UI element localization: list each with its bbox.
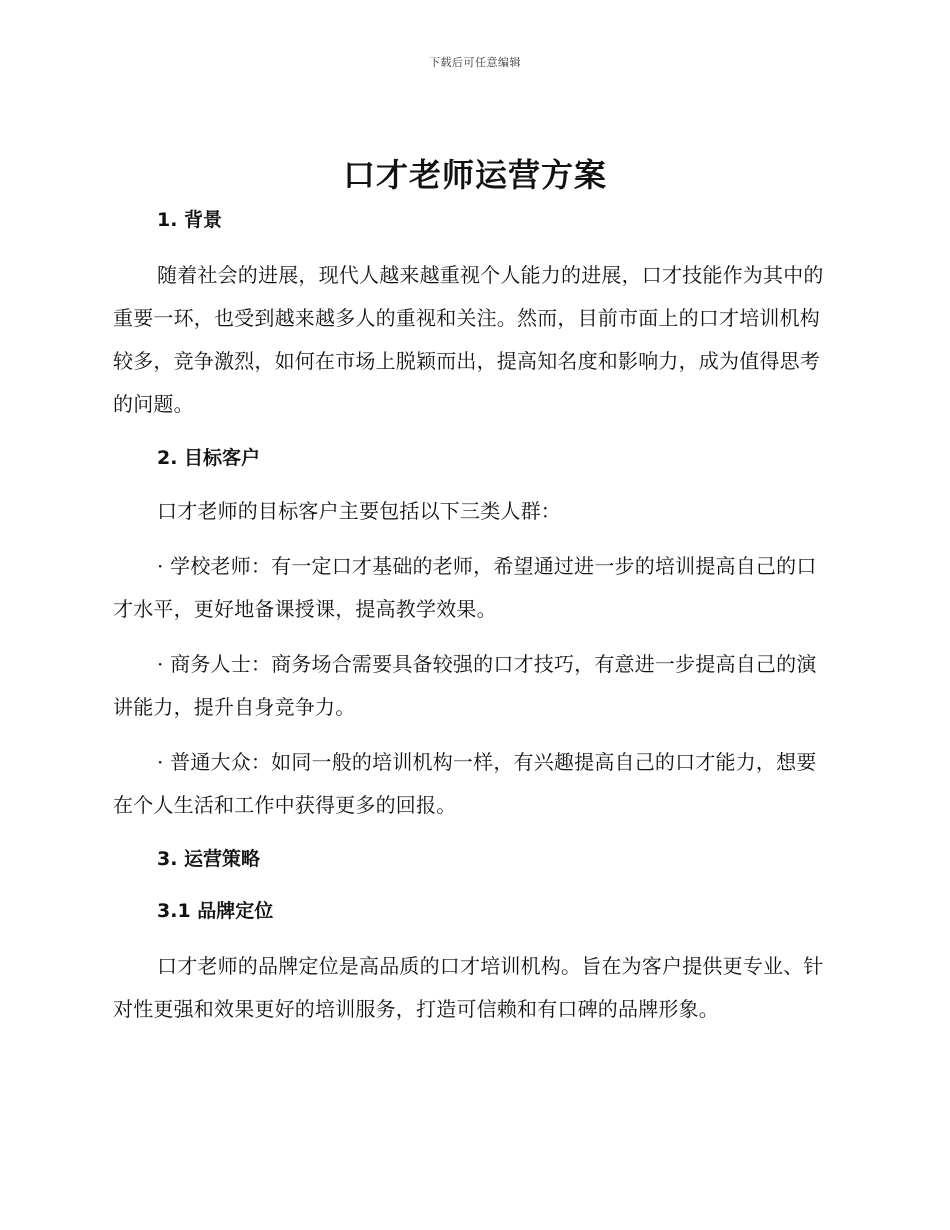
document-body [113,200,833,1031]
header-note: 下载后可任意编辑 [429,56,521,69]
document-title: 口才老师运营方案 [342,156,607,194]
target-intro-paragraph: 口才老师的目标客户主要包括以下三类人群： [157,499,561,523]
target-item-business: · 商务人士：商务场合需要具备较强的口才技巧，有意进一步提高自己的演讲能力，提升自身竞争力。 [113,652,817,719]
section-heading-target: 2. 目标客户 [157,447,261,469]
subsection-heading-brand: 3.1 品牌定位 [157,900,274,922]
target-item-public: · 普通大众：如同一般的培训机构一样，有兴趣提高自己的口才能力，想要在个人生活和工作中获得更多的回报。 [113,750,817,817]
brand-paragraph: 口才老师的品牌定位是高品质的口才培训机构。旨在为客户提供更专业、针对性更强和效果更好的培训服务，打造可信赖和有口碑的品牌形象。 [113,954,824,1021]
section-heading-background: 1. 背景 [157,209,223,231]
target-item-teachers: · 学校老师：有一定口才基础的老师，希望通过进一步的培训提高自己的口才水平，更好地备课授课，提高教学效果。 [113,554,817,621]
section-heading-strategy: 3. 运营策略 [157,848,261,870]
background-paragraph: 随着社会的进展，现代人越来越重视个人能力的进展，口才技能作为其中的重要一环，也受到越来越多人的重视和关注。然而，目前市面上的口才培训机构较多，竞争激烈，如何在市场上脱颖而出，提高知名度和影响力，成为值得思考的问题。 [113,263,824,416]
